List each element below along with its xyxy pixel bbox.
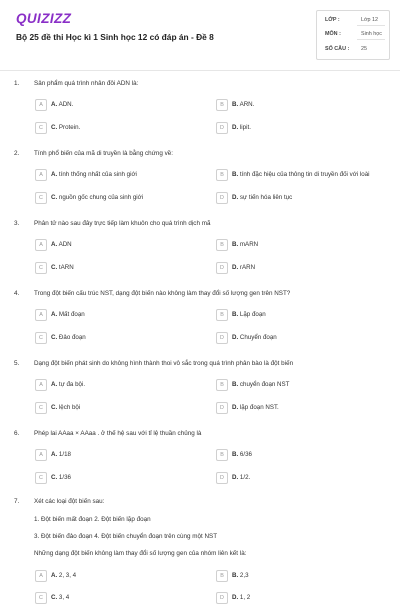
option-letter: C. bbox=[51, 194, 58, 201]
option-c[interactable] bbox=[35, 402, 215, 416]
option-text: 6/36 bbox=[238, 451, 252, 458]
option-text: Chuyển đoạn bbox=[238, 334, 277, 341]
option-letter-box: A bbox=[35, 99, 47, 111]
option-text: ARN. bbox=[238, 101, 255, 108]
option-b[interactable] bbox=[216, 449, 396, 463]
meta-underline bbox=[357, 39, 385, 40]
option-letter-box: C bbox=[35, 592, 47, 604]
question-text: Trong đột biến cấu trúc NST, dạng đột biến nào không làm thay đổi số lượng gen trên NST? bbox=[34, 290, 291, 297]
option-letter-box: B bbox=[216, 169, 228, 181]
quizizz-logo: QUIZIZZ bbox=[16, 11, 72, 26]
option-letter: A. bbox=[51, 451, 58, 458]
option-letter-box: D bbox=[216, 402, 228, 414]
option-d[interactable] bbox=[216, 262, 396, 276]
option-letter: D. bbox=[232, 194, 239, 201]
option-letter: B. bbox=[232, 241, 239, 248]
question-text: Dạng đột biến phát sinh do không hình thành thoi vô sắc trong quá trình phân bào là đột biến bbox=[34, 360, 294, 367]
question-text: Phân tử nào sau đây trực tiếp làm khuôn cho quá trình dịch mã bbox=[34, 220, 211, 227]
meta-label: MÔN : bbox=[325, 31, 341, 37]
option-a[interactable] bbox=[35, 239, 215, 253]
option-a[interactable] bbox=[35, 379, 215, 393]
option-letter: C. bbox=[51, 474, 58, 481]
option-a[interactable] bbox=[35, 570, 215, 584]
option-letter-box: C bbox=[35, 192, 47, 204]
option-letter: C. bbox=[51, 264, 58, 271]
option-text: Protein. bbox=[57, 124, 81, 131]
option-text: Lặp đoạn bbox=[238, 311, 266, 318]
option-letter: A. bbox=[51, 241, 58, 248]
option-letter: B. bbox=[232, 451, 239, 458]
option-a[interactable] bbox=[35, 449, 215, 463]
option-c[interactable] bbox=[35, 332, 215, 346]
option-text: 1/18 bbox=[57, 451, 71, 458]
meta-label: SỐ CÂU : bbox=[325, 46, 350, 52]
option-c[interactable] bbox=[35, 472, 215, 486]
option-letter: C. bbox=[51, 334, 58, 341]
option-letter-box: A bbox=[35, 570, 47, 582]
option-letter: C. bbox=[51, 124, 58, 131]
option-text: lặp đoạn NST. bbox=[238, 404, 279, 411]
option-letter-box: A bbox=[35, 169, 47, 181]
option-letter-box: B bbox=[216, 99, 228, 111]
option-letter: B. bbox=[232, 572, 239, 579]
option-text: nguồn gốc chung của sinh giới bbox=[57, 194, 144, 201]
question-detail-line: Những dạng đột biến không làm thay đổi số lượng gen của nhóm liên kết là: bbox=[34, 550, 247, 557]
option-letter: A. bbox=[51, 171, 58, 178]
option-letter-box: D bbox=[216, 262, 228, 274]
option-letter-box: A bbox=[35, 379, 47, 391]
option-letter-box: D bbox=[216, 592, 228, 604]
option-d[interactable] bbox=[216, 472, 396, 486]
option-text: lệch bội bbox=[57, 404, 81, 411]
worksheet-header bbox=[0, 0, 400, 70]
option-letter-box: B bbox=[216, 449, 228, 461]
option-letter: D. bbox=[232, 124, 239, 131]
option-d[interactable] bbox=[216, 592, 396, 606]
option-b[interactable] bbox=[216, 99, 396, 113]
question-number: 3. bbox=[14, 220, 20, 227]
option-text: Mất đoạn bbox=[57, 311, 85, 318]
option-letter-box: A bbox=[35, 449, 47, 461]
option-a[interactable] bbox=[35, 169, 215, 183]
option-letter-box: C bbox=[35, 472, 47, 484]
option-text: ADN. bbox=[57, 101, 74, 108]
option-a[interactable] bbox=[35, 309, 215, 323]
option-text: tARN bbox=[57, 264, 74, 271]
option-b[interactable] bbox=[216, 169, 396, 183]
option-letter: A. bbox=[51, 311, 58, 318]
option-text: 1/36 bbox=[57, 474, 71, 481]
option-text: lipit. bbox=[238, 124, 251, 131]
question-detail-line: 3. Đột biến đảo đoạn 4. Đột biến chuyển đoạn trên cùng một NST bbox=[34, 533, 218, 540]
meta-value: Sinh học bbox=[361, 31, 382, 37]
option-letter: A. bbox=[51, 381, 58, 388]
option-letter-box: C bbox=[35, 332, 47, 344]
option-letter-box: A bbox=[35, 239, 47, 251]
option-letter-box: D bbox=[216, 472, 228, 484]
option-letter-box: C bbox=[35, 262, 47, 274]
option-letter-box: D bbox=[216, 122, 228, 134]
option-text: chuyển đoạn NST bbox=[238, 381, 290, 388]
option-letter-box: B bbox=[216, 379, 228, 391]
option-letter: B. bbox=[232, 381, 239, 388]
question-text: Xét các loại đột biến sau: bbox=[34, 498, 105, 505]
question-text: Sản phẩm quá trình nhân đôi ADN là: bbox=[34, 80, 139, 87]
option-text: 3, 4 bbox=[57, 594, 70, 601]
question-number: 4. bbox=[14, 290, 20, 297]
option-c[interactable] bbox=[35, 262, 215, 276]
option-letter: B. bbox=[232, 101, 239, 108]
option-letter: D. bbox=[232, 594, 239, 601]
option-text: tính thống nhất của sinh giới bbox=[57, 171, 137, 178]
option-letter: D. bbox=[232, 264, 239, 271]
option-text: mARN bbox=[238, 241, 259, 248]
question-detail-line: 1. Đột biến mất đoạn 2. Đột biến lặp đoạn bbox=[34, 516, 151, 523]
meta-value: Lớp 12 bbox=[361, 17, 379, 23]
meta-underline bbox=[357, 25, 385, 26]
question-number: 2. bbox=[14, 150, 20, 157]
option-letter: A. bbox=[51, 572, 58, 579]
option-d[interactable] bbox=[216, 402, 396, 416]
meta-value: 25 bbox=[361, 46, 367, 52]
option-a[interactable] bbox=[35, 99, 215, 113]
option-letter-box: C bbox=[35, 402, 47, 414]
option-text: 1/2. bbox=[238, 474, 251, 481]
option-b[interactable] bbox=[216, 309, 396, 323]
option-letter-box: B bbox=[216, 239, 228, 251]
question-text: Phép lai AAaa × AAaa . ở thế hệ sau với tỉ lệ thuần chủng là bbox=[34, 430, 202, 437]
option-letter: D. bbox=[232, 404, 239, 411]
option-letter-box: B bbox=[216, 309, 228, 321]
meta-info-box bbox=[316, 10, 390, 60]
option-letter: B. bbox=[232, 171, 239, 178]
meta-label: LỚP : bbox=[325, 17, 340, 23]
option-letter-box: C bbox=[35, 122, 47, 134]
option-text: sự tiến hóa liên tục bbox=[238, 194, 293, 201]
option-d[interactable] bbox=[216, 332, 396, 346]
option-letter: C. bbox=[51, 404, 58, 411]
option-letter-box: D bbox=[216, 192, 228, 204]
question-number: 1. bbox=[14, 80, 20, 87]
option-b[interactable] bbox=[216, 379, 396, 393]
worksheet-title: Bộ 25 đề thi Học kì 1 Sinh học 12 có đáp án - Đề 8 bbox=[16, 32, 214, 42]
option-letter: A. bbox=[51, 101, 58, 108]
option-d[interactable] bbox=[216, 192, 396, 206]
option-letter-box: B bbox=[216, 570, 228, 582]
option-letter: D. bbox=[232, 334, 239, 341]
question-number: 7. bbox=[14, 498, 20, 505]
option-text: 2,3 bbox=[238, 572, 249, 579]
option-letter-box: D bbox=[216, 332, 228, 344]
option-text: tự đa bội. bbox=[57, 381, 86, 388]
option-b[interactable] bbox=[216, 239, 396, 253]
question-text: Tính phổ biến của mã di truyền là bằng chứng về: bbox=[34, 150, 173, 157]
option-c[interactable] bbox=[35, 592, 215, 606]
option-d[interactable] bbox=[216, 122, 396, 136]
option-text: 1, 2 bbox=[238, 594, 251, 601]
question-number: 5. bbox=[14, 360, 20, 367]
option-text: ADN bbox=[57, 241, 72, 248]
option-letter: B. bbox=[232, 311, 239, 318]
option-text: 2, 3, 4 bbox=[57, 572, 77, 579]
option-c[interactable] bbox=[35, 192, 215, 206]
option-letter-box: A bbox=[35, 309, 47, 321]
option-letter: D. bbox=[232, 474, 239, 481]
option-c[interactable] bbox=[35, 122, 215, 136]
header-divider bbox=[0, 70, 400, 71]
option-text: Đảo đoạn bbox=[57, 334, 86, 341]
option-b[interactable] bbox=[216, 570, 396, 584]
option-text: rARN bbox=[238, 264, 256, 271]
option-letter: C. bbox=[51, 594, 58, 601]
question-number: 6. bbox=[14, 430, 20, 437]
option-text: tính đặc hiệu của thông tin di truyền đối với loài bbox=[238, 171, 370, 178]
